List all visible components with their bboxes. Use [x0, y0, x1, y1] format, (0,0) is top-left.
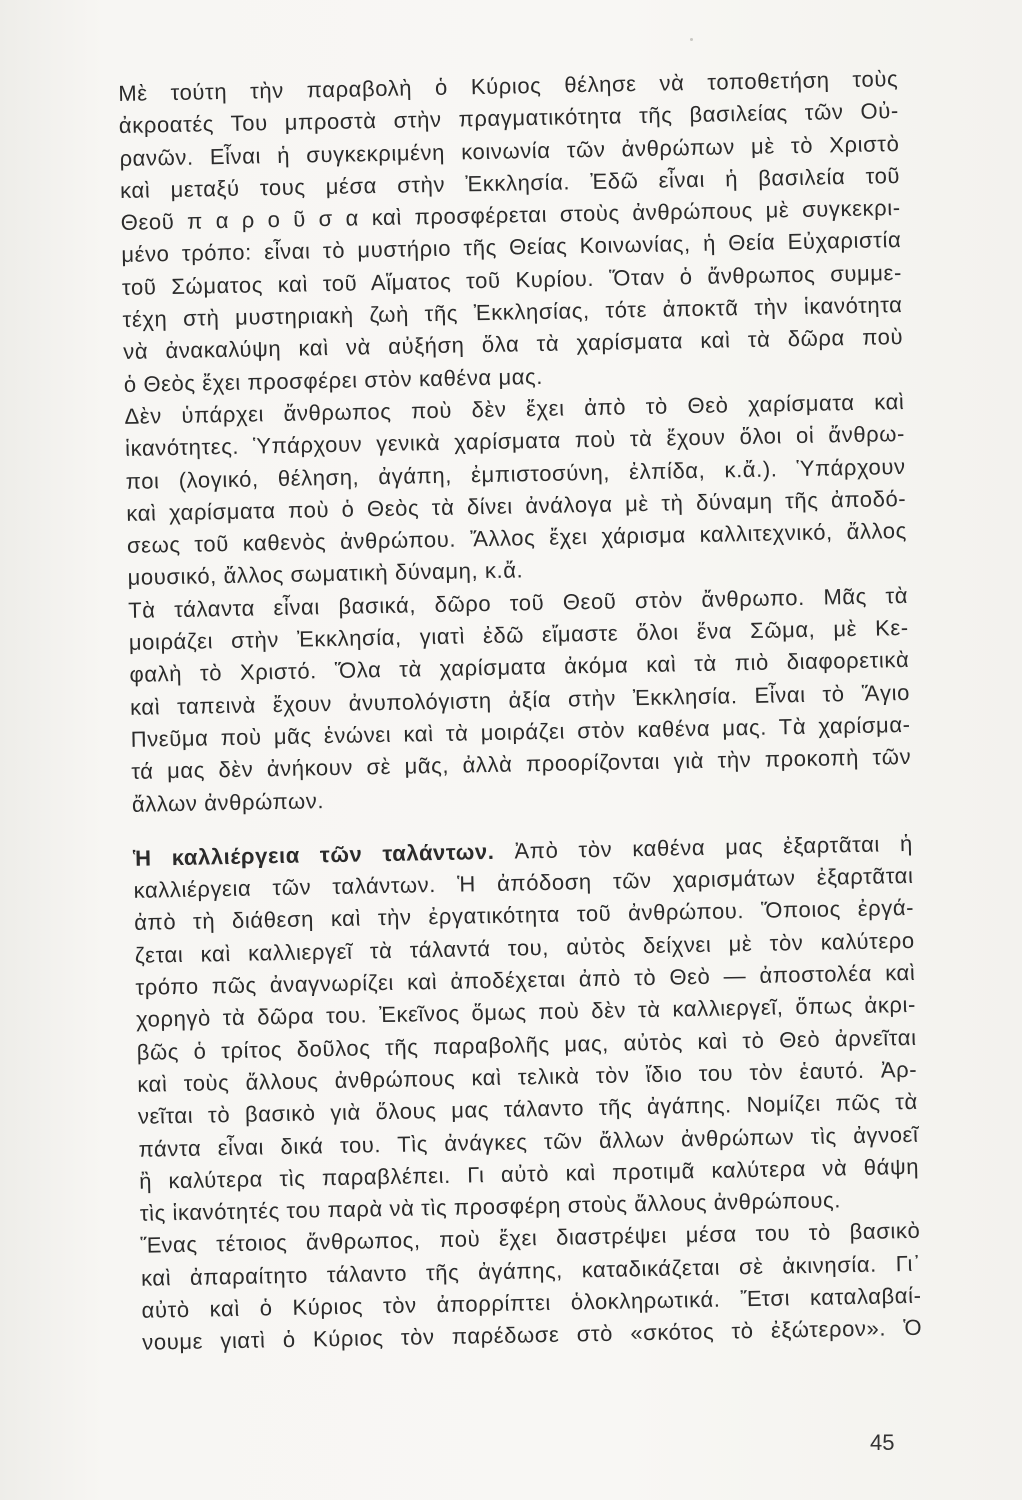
text-line: βῶς ὁ τρίτος δοῦλος τῆς παραβολῆς μας, αὐτὸς καὶ τὸ Θεὸ ἀρνεῖται — [136, 1024, 917, 1065]
text-line: καὶ μεταξύ τους μέσα στὴν Ἐκκλησία. Ἐδῶ εἶναι ἡ βασιλεία τοῦ — [119, 162, 901, 203]
text-line: καὶ ταπεινὰ ἔχουν ἀνυπολόγιστη ἀξία στὴν Ἐκκλησία. Εἶναι τὸ Ἅγιο — [129, 679, 911, 720]
text-line: φαλὴ τὸ Χριστό. Ὅλα τὰ χαρίσματα ἀκόμα καὶ τὰ πιὸ διαφορετικὰ — [129, 647, 910, 688]
text-line: τά μας δὲν ἀνήκουν σὲ μᾶς, ἀλλὰ προορίζονται γιὰ τὴν προκοπὴ τῶν — [131, 744, 912, 785]
text-line: μουσικό, ἄλλος σωματικὴ δύναμη, κ.ἄ. — [127, 557, 524, 591]
section-heading: Ἡ καλλιέργεια τῶν ταλάντων. — [132, 838, 495, 871]
page-number: 45 — [870, 1430, 895, 1455]
text-line: καὶ χαρίσματα ποὺ ὁ Θεὸς τὰ δίνει ἀνάλογα μὲ τὴ δύναμη τῆς ἀποδό- — [126, 485, 907, 526]
text-line: ποι (λογικό, θέληση, ἀγάπη, ἐμπιστοσύνη, ἐλπίδα, κ.ἄ.). Ὑπάρχουν — [125, 453, 906, 494]
text-line: Μὲ τούτη τὴν παραβολὴ ὁ Κύριος θέλησε νὰ τοποθετήση τοὺς — [118, 66, 899, 106]
text-line: καλλιέργεια τῶν ταλάντων. Ἡ ἀπόδοση τῶν χαρισμάτων ἐξαρτᾶται — [133, 863, 914, 903]
text-line: ἄλλων ἀνθρώπων. — [131, 787, 325, 817]
text-line: Τὰ τάλαντα εἶναι βασικά, δῶρο τοῦ Θεοῦ στὸν ἄνθρωπο. Μᾶς τὰ — [127, 582, 909, 623]
text-line: Πνεῦμα ποὺ μᾶς ἑνώνει καὶ τὰ μοιράζει στὸν καθένα μας. Τὰ χαρίσμα- — [130, 711, 911, 752]
text-line: τέχη στὴ μυστηριακὴ ζωὴ τῆς Ἐκκλησίας, τότε ἀποκτᾶ τὴν ἱκανότητα — [122, 292, 903, 333]
text-line: ρανῶν. Εἶναι ἡ συγκεκριμένη κοινωνία τῶν ἀνθρώπων μὲ τὸ Χριστὸ — [119, 130, 900, 171]
text-line: νεῖται τὸ βασικὸ γιὰ ὅλους μας τάλαντο τῆς ἀγάπης. Νομίζει πῶς τὰ — [137, 1089, 919, 1130]
paper-speck — [690, 38, 693, 41]
text-line: μοιράζει στὴν Ἐκκλησία, γιατὶ ἐδῶ εἴμαστε ὅλοι ἕνα Σῶμα, μὲ Κε- — [128, 614, 909, 655]
text-line: ὁ Θεὸς ἔχει προσφέρει στὸν καθένα μας. — [123, 363, 544, 397]
text-line: μένο τρόπο: εἶναι τὸ μυστήριο τῆς Θείας Κοινωνίας, ἡ Θεία Εὐχαριστία — [121, 227, 902, 268]
text-line: τρόπο πῶς ἀναγνωρίζει καὶ ἀποδέχεται ἀπὸ τὸ Θεὸ — ἀποστολέα καὶ — [135, 959, 916, 1000]
text-line: τοῦ Σώματος καὶ τοῦ Αἵματος τοῦ Κυρίου. Ὅταν ὁ ἄνθρωπος συμμε- — [121, 259, 903, 300]
text-line: αὐτὸ καὶ ὁ Κύριος τὸν ἀπορρίπτει ὁλοκληρωτικά. Ἔτσι καταλαβαί- — [141, 1282, 922, 1323]
text-line: ἢ καλύτερα τὶς παραβλέπει. Γι αὐτὸ καὶ προτιμᾶ καλύτερα νὰ θάψη — [138, 1153, 920, 1194]
text-line: νὰ ἀνακαλύψη καὶ νὰ αὐξήση ὅλα τὰ χαρίσματα καὶ τὰ δῶρα ποὺ — [123, 324, 904, 365]
text-line: Δὲν ὑπάρχει ἄνθρωπος ποὺ δὲν ἔχει ἀπὸ τὸ Θεὸ χαρίσματα καὶ — [124, 388, 905, 429]
text-line: Ἕνας τέτοιος ἄνθρωπος, ποὺ ἔχει διαστρέψει μέσα του τὸ βασικὸ — [140, 1218, 921, 1259]
text-line: καὶ ἀπαραίτητο τάλαντο τῆς ἀγάπης, καταδικάζεται σὲ ἀκινησία. Γι᾽ — [140, 1250, 922, 1291]
text-line: χορηγὸ τὰ δῶρα του. Ἐκεῖνος ὅμως ποὺ δὲν τὰ καλλιεργεῖ, ὅπως ἀκρι- — [135, 992, 917, 1033]
body-text — [118, 63, 922, 1359]
text-line: σεως τοῦ καθενὸς ἀνθρώπου. Ἄλλος ἔχει χάρισμα καλλιτεχνικό, ἄλλος — [126, 518, 908, 559]
text-line: καὶ τοὺς ἄλλους ἀνθρώπους καὶ τελικὰ τὸν ἴδιο του τὸν ἑαυτό. Ἀρ- — [137, 1056, 918, 1097]
text-line: πάντα εἶναι δικά του. Τὶς ἀνάγκες τῶν ἄλλων ἀνθρώπων τὶς ἀγνοεῖ — [138, 1121, 919, 1162]
text-line: Θεοῦ π α ρ ο ῦ σ α καὶ προσφέρεται στοὺς ἀνθρώπους μὲ συγκεκρι- — [120, 195, 901, 236]
heading-continuation: Ἀπὸ τὸν καθένα μας ἐξαρτᾶται ἡ — [494, 830, 914, 864]
text-line: ἱκανότητες. Ὑπάρχουν γενικὰ χαρίσματα ποὺ τὰ ἔχουν ὅλοι οἱ ἄνθρω- — [124, 421, 906, 462]
text-line: τὶς ἱκανότητές του παρὰ νὰ τὶς προσφέρη στοὺς ἄλλους ἀνθρώπους. — [139, 1187, 842, 1226]
text-line: ζεται καὶ καλλιεργεῖ τὰ τάλαντά του, αὐτὸς δείχνει μὲ τὸν καλύτερο — [134, 927, 915, 968]
text-line: νουμε γιατὶ ὁ Κύριος τὸν παρέδωσε στὸ «σκότος τὸ ἐξώτερον». Ὁ — [142, 1315, 923, 1356]
text-line: ἀκροατές Του μπροστὰ στὴν πραγματικότητα τῆς βασιλείας τῶν Οὐ- — [118, 98, 900, 139]
text-line: ἀπὸ τὴ διάθεση καὶ τὴν ἐργατικότητα τοῦ ἀνθρώπου. Ὅποιος ἐργά- — [133, 895, 915, 936]
